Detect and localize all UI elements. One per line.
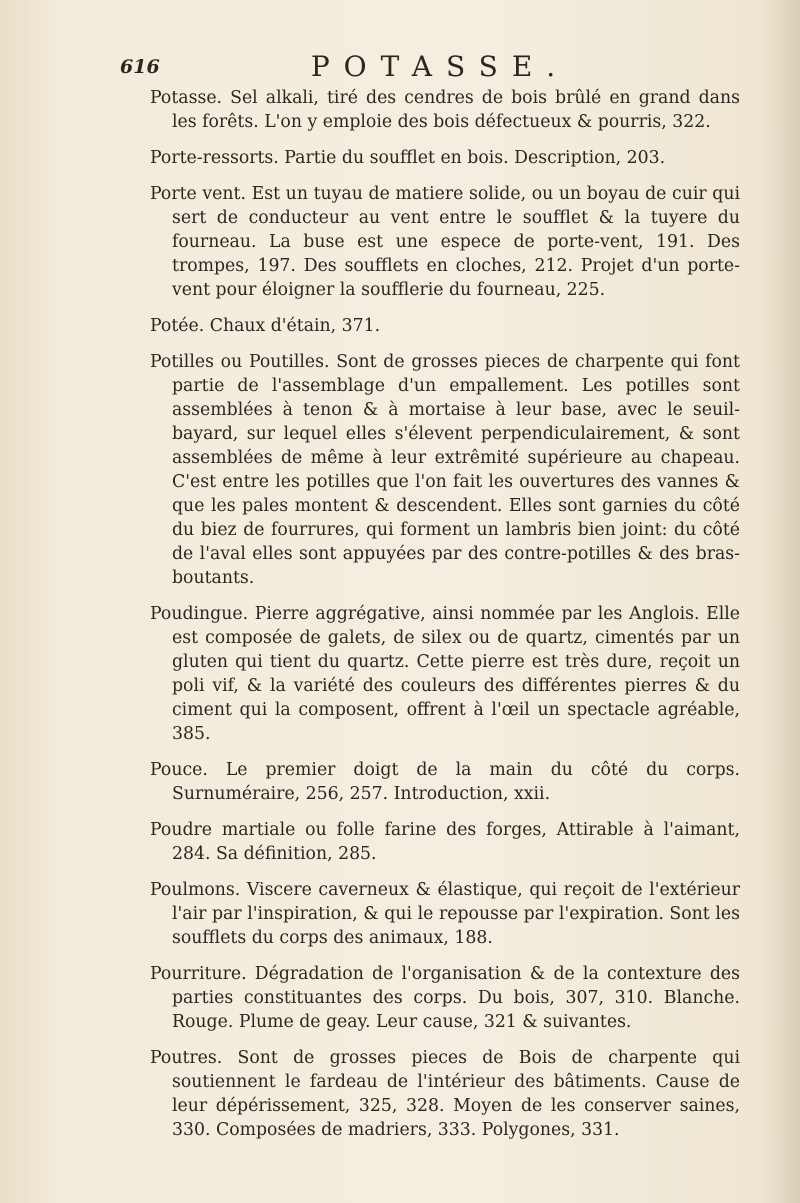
index-entry-potee: Potée. Chaux d'étain, 371. bbox=[150, 316, 381, 336]
index-entry-poulmons: Poulmons. Viscere caverneux & élastique, qui reçoit de l'extérieur l'air par l'inspiration, & qui le repousse par l'expiration. Sont les soufflets du corps des animaux, 188. bbox=[150, 880, 740, 948]
index-entry-porte-ressorts: Porte-ressorts. Partie du soufflet en bois. Description, 203. bbox=[150, 148, 666, 168]
page-edge-shadow bbox=[760, 0, 800, 1203]
page-number: 616 bbox=[120, 56, 160, 78]
index-entry-poutres: Poutres. Sont de grosses pieces de Bois de charpente qui soutiennent le fardeau de l'intérieur des bâtiments. Cause de leur dépérissement, 325, 328. Moyen de les conserver saines, 330. Composées de madriers, 333. Polygones, 331. bbox=[150, 1048, 740, 1140]
index-entry-pouce: Pouce. Le premier doigt de la main du côté du corps. Surnuméraire, 256, 257. Introduction, xxii. bbox=[150, 760, 740, 804]
index-entry-poudingue: Poudingue. Pierre aggrégative, ainsi nommée par les Anglois. Elle est composée de galets, de silex ou de quartz, cimentés par un gluten qui tient du quartz. Cette pierre est très dure, reçoit un poli vif, & la variété des couleurs des différentes pierres & du ciment qui la composent, offrent à l'œil un spectacle agréable, 385. bbox=[150, 604, 740, 744]
index-entry-potilles: Potilles ou Poutilles. Sont de grosses pieces de charpente qui font partie de l'assemblage d'un empallement. Les potilles sont assemblées à tenon & à mortaise à leur base, avec le seuil-bayard, sur lequel elles s'élevent perpendiculairement, & sont assemblées de même à leur extrêmité supérieure au chapeau. C'est entre les potilles que l'on fait les ouvertures des vannes & que les pales montent & descendent. Elles sont garnies du côté du biez de fourrures, qui forment un lambris bien joint: du côté de l'aval elles sont appuyées par des contre-potilles & des bras-boutants. bbox=[150, 352, 740, 588]
index-entry-pourriture: Pourriture. Dégradation de l'organisation & de la contexture des parties constituantes des corps. Du bois, 307, 310. Blanche. Rouge. Plume de geay. Leur cause, 321 & suivantes. bbox=[150, 964, 740, 1032]
index-entries bbox=[150, 86, 740, 1154]
page-header bbox=[120, 50, 680, 86]
running-title: POTASSE. bbox=[310, 50, 570, 83]
index-entry-potasse: Potasse. Sel alkali, tiré des cendres de bois brûlé en grand dans les forêts. L'on y emploie des bois défectueux & pourris, 322. bbox=[150, 88, 740, 132]
index-entry-poudre-martiale: Poudre martiale ou folle farine des forges, Attirable à l'aimant, 284. Sa définition, 285. bbox=[150, 820, 740, 864]
index-entry-porte-vent: Porte vent. Est un tuyau de matiere solide, ou un boyau de cuir qui sert de conducteur au vent entre le soufflet & la tuyere du fourneau. La buse est une espece de porte-vent, 191. Des trompes, 197. Des soufflets en cloches, 212. Projet d'un porte-vent pour éloigner la soufflerie du fourneau, 225. bbox=[150, 184, 740, 300]
